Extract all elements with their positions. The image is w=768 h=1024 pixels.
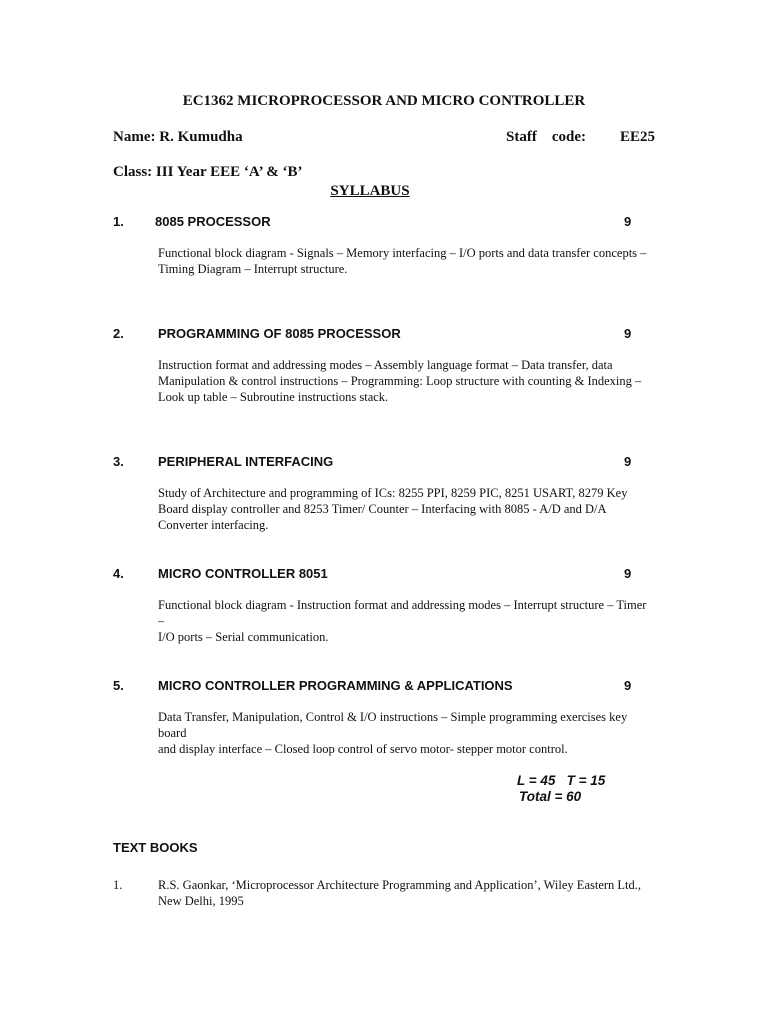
- syllabus-heading: SYLLABUS: [330, 183, 410, 199]
- description-line: –: [158, 614, 165, 628]
- description-line: Functional block diagram - Signals – Memory interfacing – I/O ports and data transfer concepts –: [158, 246, 647, 260]
- unit-title: MICRO CONTROLLER 8051: [158, 566, 328, 581]
- unit-hours: 9: [624, 214, 632, 229]
- unit-number: 4.: [113, 566, 124, 581]
- description-line: Board display controller and 8253 Timer/ Counter – Interfacing with 8085 - A/D and D/A: [158, 502, 607, 516]
- description-line: Converter interfacing.: [158, 518, 269, 532]
- staff-code: EE25: [620, 129, 656, 145]
- lecture-tutorial-hours: L = 45 T = 15: [517, 773, 606, 788]
- unit-description: [158, 485, 627, 533]
- class-info: Class: III Year EEE ‘A’ & ‘B’: [113, 164, 303, 180]
- unit-description: [158, 245, 646, 277]
- unit-hours: 9: [624, 678, 632, 693]
- text-book-entry: [158, 877, 641, 909]
- description-line: Look up table – Subroutine instructions stack.: [158, 390, 389, 404]
- text-book-number: 1.: [113, 878, 123, 892]
- description-line: and display interface – Closed loop control of servo motor- stepper motor control.: [158, 742, 568, 756]
- description-line: Study of Architecture and programming of ICs: 8255 PPI, 8259 PIC, 8251 USART, 8279 Key: [158, 486, 628, 500]
- unit-number: 1.: [113, 214, 124, 229]
- total-hours: Total = 60: [519, 789, 582, 804]
- unit-description: [158, 597, 646, 645]
- text-book-line: R.S. Gaonkar, ‘Microprocessor Architecture Programming and Application’, Wiley Eastern Ltd.,: [158, 878, 642, 892]
- unit-description: [158, 357, 641, 405]
- description-line: Timing Diagram – Interrupt structure.: [158, 262, 348, 276]
- description-line: Manipulation & control instructions – Programming: Loop structure with counting & Indexing –: [158, 374, 642, 388]
- unit-title: MICRO CONTROLLER PROGRAMMING & APPLICATIONS: [158, 678, 513, 693]
- unit-title: 8085 PROCESSOR: [155, 214, 271, 229]
- description-line: Functional block diagram - Instruction format and addressing modes – Interrupt structure – Timer: [158, 598, 647, 612]
- staff-code-label: Staff code:: [506, 129, 586, 145]
- unit-number: 2.: [113, 326, 124, 341]
- unit-number: 5.: [113, 678, 124, 693]
- unit-number: 3.: [113, 454, 124, 469]
- staff-name: Name: R. Kumudha: [113, 129, 243, 145]
- document-title: EC1362 MICROPROCESSOR AND MICRO CONTROLLER: [182, 93, 586, 109]
- unit-hours: 9: [624, 454, 632, 469]
- unit-title: PERIPHERAL INTERFACING: [158, 454, 334, 469]
- text-books-heading: TEXT BOOKS: [113, 840, 198, 855]
- unit-description: [158, 709, 627, 757]
- description-line: Instruction format and addressing modes – Assembly language format – Data transfer, data: [158, 358, 613, 372]
- description-line: Data Transfer, Manipulation, Control & I/O instructions – Simple programming exercises key: [158, 710, 628, 724]
- unit-hours: 9: [624, 326, 632, 341]
- description-line: I/O ports – Serial communication.: [158, 630, 329, 644]
- description-line: board: [158, 726, 187, 740]
- text-book-line: New Delhi, 1995: [158, 894, 244, 908]
- unit-hours: 9: [624, 566, 632, 581]
- unit-title: PROGRAMMING OF 8085 PROCESSOR: [158, 326, 401, 341]
